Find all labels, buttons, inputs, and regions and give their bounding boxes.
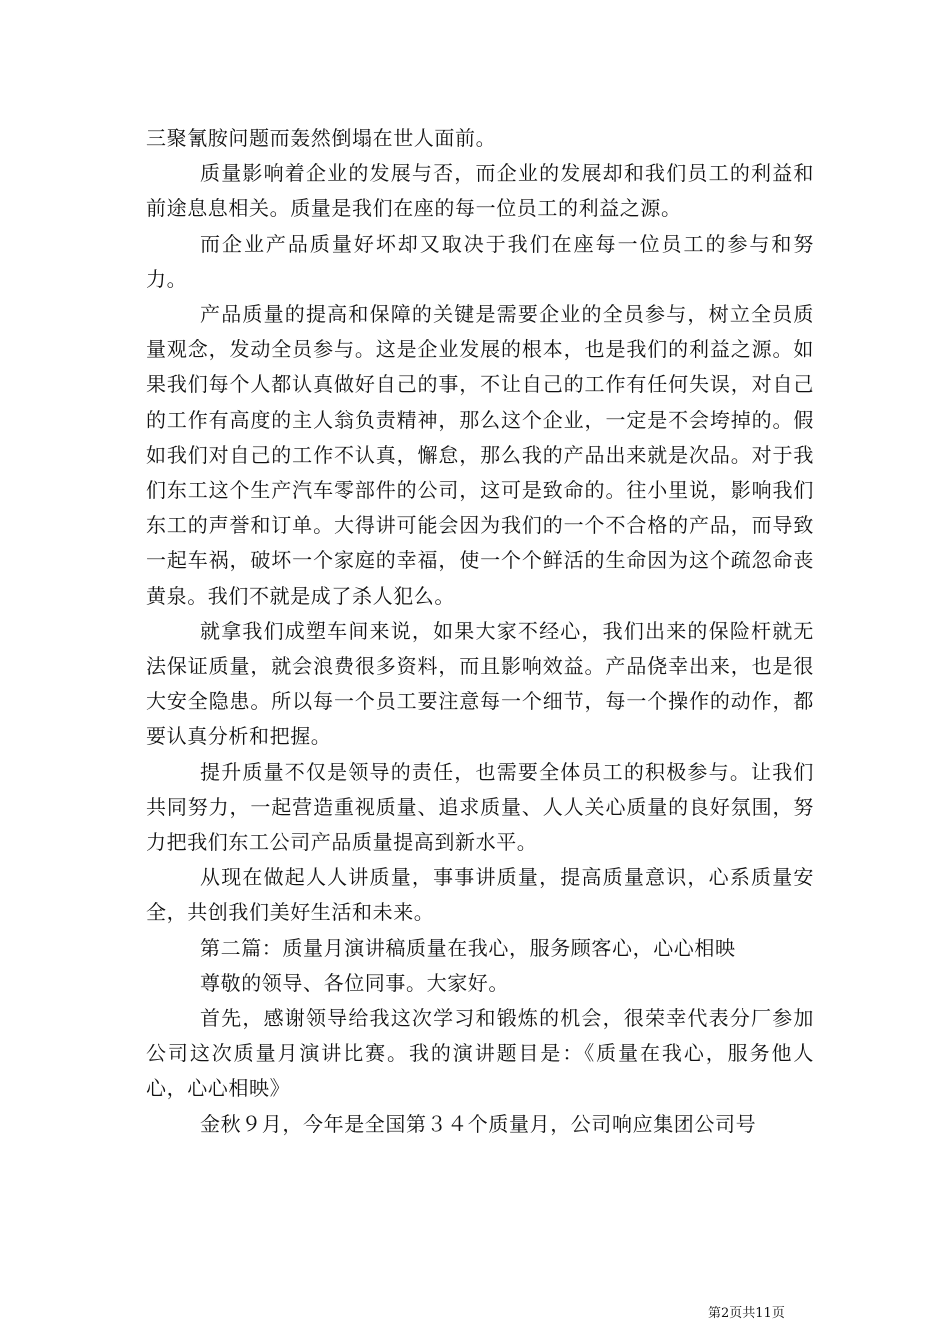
document-body	[146, 121, 814, 1142]
paragraph-11: 金秋９月，今年是全国第３４个质量月，公司响应集团公司号	[200, 1111, 757, 1136]
paragraph-5: 就拿我们成塑车间来说，如果大家不经心，我们出来的保险杆就无法保证质量，就会浪费很多资料，而且影响效益。产品侥幸出来，也是很大安全隐患。所以每一个员工要注意每一个细节，每一个操作的动作，都要认真分析和把握。	[146, 618, 814, 749]
paragraph-1: 三聚氰胺问题而轰然倒塌在世人面前。	[146, 126, 497, 150]
paragraph-2: 质量影响着企业的发展与否，而企业的发展却和我们员工的利益和前途息息相关。质量是我们在座的每一位员工的利益之源。	[146, 161, 814, 221]
page-number-label: 第2页共11页	[708, 1306, 785, 1321]
paragraph-4: 产品质量的提高和保障的关键是需要企业的全员参与，树立全员质量观念，发动全员参与。这是企业发展的根本，也是我们的利益之源。如果我们每个人都认真做好自己的事，不让自己的工作有任何失误，对自己的工作有高度的主人翁负责精神，那么这个企业，一定是不会垮掉的。假如我们对自己的工作不认真，懈怠，那么我的产品出来就是次品。对于我们东工这个生产汽车零部件的公司，这可是致命的。往小里说，影响我们东工的声誉和订单。大得讲可能会因为我们的一个不合格的产品，而导致一起车祸，破坏一个家庭的幸福，使一个个鲜活的生命因为这个疏忽命丧黄泉。我们不就是成了杀人犯么。	[146, 302, 814, 608]
paragraph-7: 从现在做起人人讲质量，事事讲质量，提高质量意识，心系质量安全，共创我们美好生活和未来。	[146, 865, 814, 925]
section-heading: 第二篇：质量月演讲稿质量在我心，服务顾客心，心心相映	[200, 935, 736, 960]
paragraph-6: 提升质量不仅是领导的责任，也需要全体员工的积极参与。让我们共同努力，一起营造重视质量、追求质量、人人关心质量的良好氛围，努力把我们东工公司产品质量提高到新水平。	[146, 759, 814, 855]
greeting-line: 尊敬的领导、各位同事。大家好。	[200, 970, 509, 995]
paragraph-3: 而企业产品质量好坏却又取决于我们在座每一位员工的参与和努力。	[146, 231, 814, 291]
paragraph-10: 首先，感谢领导给我这次学习和锻炼的机会，很荣幸代表分厂参加公司这次质量月演讲比赛。我的演讲题目是：《质量在我心，服务他人心，心心相映》	[146, 1006, 814, 1101]
